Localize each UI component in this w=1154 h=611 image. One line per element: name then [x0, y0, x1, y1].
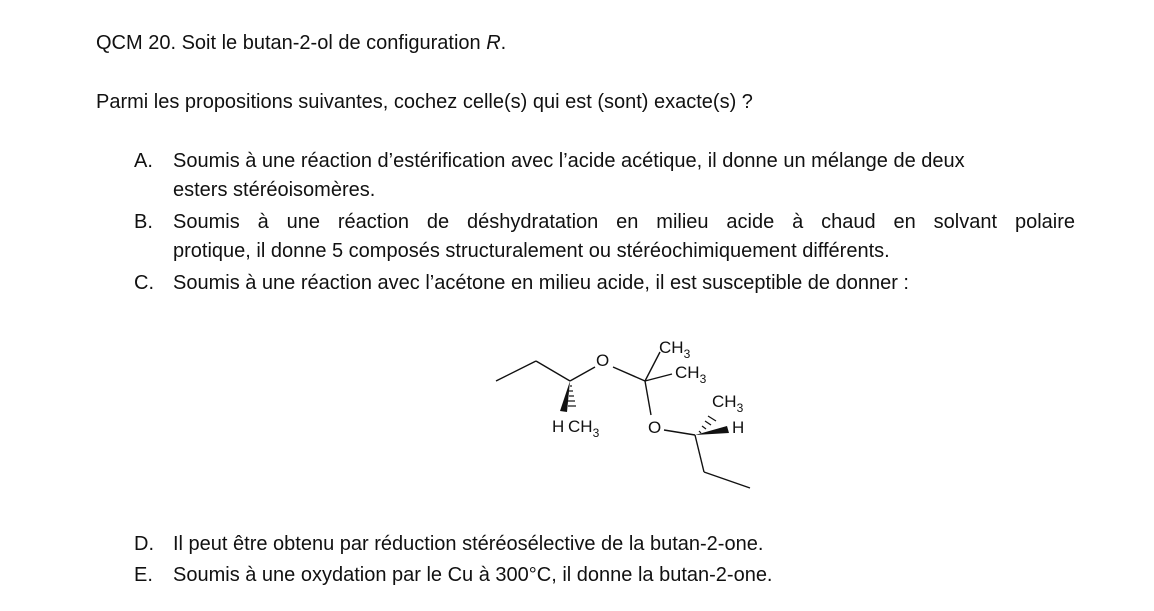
methyl-label-top	[659, 338, 691, 361]
option-a-line-2: esters stéréoisomères.	[173, 179, 376, 201]
methyl-right-sub: 3	[699, 372, 707, 386]
methyl-right-ch: CH	[675, 363, 700, 382]
atom-hydrogen-left: H	[552, 417, 565, 436]
wedge-bond-h-right	[695, 426, 729, 435]
bond-c2-o-left	[570, 367, 595, 381]
option-d-line-1: Il peut être obtenu par réduction stéréosélective de la butan-2-one.	[173, 533, 764, 555]
bond-ethyl-left-1	[496, 361, 536, 381]
option-b-line-2: protique, il donne 5 composés structuralement ou stéréochimiquement différents.	[173, 240, 890, 262]
option-e-line-1: Soumis à une oxydation par le Cu à 300°C, il donne la butan-2-one.	[173, 564, 773, 586]
methyl-top-ch: CH	[659, 338, 684, 357]
bond-c2-ethyl-right	[695, 435, 704, 472]
wedge-bond-h-left	[560, 381, 570, 412]
bond-ethyl-left-2	[536, 361, 570, 381]
methyl-upper-right-ch: CH	[712, 392, 737, 411]
question-title-suffix: .	[500, 32, 507, 54]
option-c-letter: C.	[134, 272, 154, 294]
atom-oxygen-left: O	[596, 351, 610, 370]
ketal-structure-diagram	[480, 320, 780, 500]
option-e-letter: E.	[134, 564, 153, 586]
bond-ethyl-right	[704, 472, 750, 488]
bond-ketal-methyl-right	[645, 374, 672, 381]
atom-oxygen-lower: O	[648, 418, 662, 437]
bond-ketal-o-down	[645, 381, 651, 415]
question-title	[96, 30, 506, 56]
bond-ketal-methyl-up	[645, 352, 660, 381]
atom-hydrogen-right: H	[732, 418, 745, 437]
methyl-label-upper-right	[712, 392, 744, 415]
methyl-top-sub: 3	[683, 347, 691, 361]
question-intro: Parmi les propositions suivantes, cochez celle(s) qui est (sont) exacte(s) ?	[96, 91, 753, 113]
methyl-bottom-sub: 3	[592, 426, 600, 440]
option-c-line-1: Soumis à une réaction avec l’acétone en milieu acide, il est susceptible de donner :	[173, 272, 909, 294]
methyl-label-bottom	[568, 417, 600, 440]
option-b-line-1: Soumis à une réaction de déshydratation en milieu acide à chaud en solvant polaire	[173, 211, 1075, 233]
option-d-letter: D.	[134, 533, 154, 555]
bond-o-c2-right	[664, 430, 695, 435]
methyl-bottom-ch: CH	[568, 417, 593, 436]
configuration-label: R	[486, 32, 501, 54]
option-a-letter: A.	[134, 150, 153, 172]
methyl-upper-right-sub: 3	[736, 401, 744, 415]
methyl-label-right	[675, 363, 707, 386]
bond-o-ketal-left	[613, 367, 645, 381]
option-a-line-1: Soumis à une réaction d’estérification avec l’acide acétique, il donne un mélange de deux	[173, 150, 965, 172]
question-title-prefix: QCM 20. Soit le butan-2-ol de configuration	[96, 32, 487, 54]
option-b-letter: B.	[134, 211, 153, 233]
